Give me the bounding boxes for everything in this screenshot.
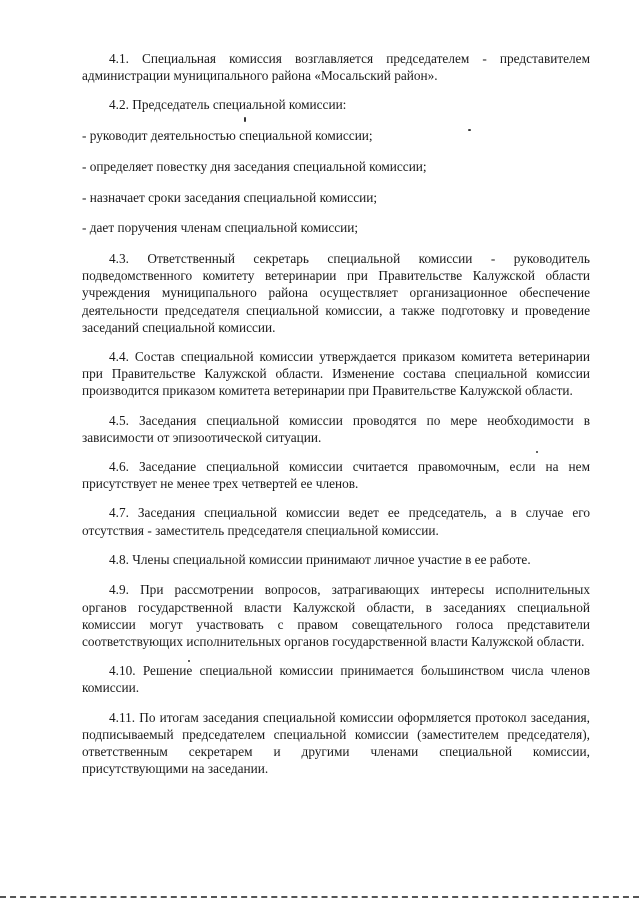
paragraph-4-5: 4.5. Заседания специальной комиссии проводятся по мере необходимости в зависимости от эпизоотической ситуации.	[82, 412, 590, 445]
document-page	[82, 50, 590, 790]
list-item: - руководит деятельностью специальной комиссии;	[82, 128, 373, 144]
scan-speck	[244, 117, 246, 122]
paragraph-4-11: 4.11. По итогам заседания специальной комиссии оформляется протокол заседания, подписываемый председателем специальной комиссии (заместителем председателя), ответственным секретарем и другими членами специальной комиссии, присутствующими на заседании.	[82, 709, 590, 777]
list-item: - дает поручения членам специальной комиссии;	[82, 220, 359, 236]
paragraph-4-2: 4.2. Председатель специальной комиссии:	[109, 97, 347, 113]
scan-speck	[468, 129, 471, 131]
bottom-scan-edge	[0, 896, 639, 898]
paragraph-4-9: 4.9. При рассмотрении вопросов, затрагивающих интересы исполнительных органов государственной власти Калужской области, в заседаниях специальной комиссии могут участвовать с правом совещательного голоса представители соответствующих исполнительных органов государственной власти Калужской области.	[82, 582, 590, 650]
list-item: - определяет повестку дня заседания специальной комиссии;	[82, 158, 427, 174]
paragraph-4-6: 4.6. Заседание специальной комиссии считается правомочным, если на нем присутствует не менее трех четвертей ее членов.	[82, 458, 590, 492]
paragraph-4-8: 4.8. Члены специальной комиссии принимают личное участие в ее работе.	[109, 551, 531, 567]
paragraph-4-4: 4.4. Состав специальной комиссии утверждается приказом комитета ветеринарии при Правительстве Калужской области. Изменение состава специальной комиссии производится приказом комитета ветеринарии при Правительстве Калужской области.	[82, 348, 590, 399]
paragraph-4-7: 4.7. Заседания специальной комиссии ведет ее председатель, а в случае его отсутствия - заместитель председателя специальной комиссии.	[82, 505, 590, 538]
paragraph-4-1: 4.1. Специальная комиссия возглавляется председателем - представителем администрации муниципального района «Мосальский район».	[82, 51, 590, 84]
scan-speck	[188, 660, 190, 662]
scan-speck	[536, 451, 538, 453]
list-item: - назначает сроки заседания специальной комиссии;	[82, 189, 378, 205]
paragraph-4-10: 4.10. Решение специальной комиссии принимается большинством числа членов комиссии.	[82, 663, 590, 696]
paragraph-4-3: 4.3. Ответственный секретарь специальной комиссии - руководитель подведомственного комитету ветеринарии при Правительстве Калужской области учреждения муниципального района осуществляет организационное обеспечение деятельности председателя специальной комиссии, а также подготовку и проведение заседаний специальной комиссии.	[82, 250, 590, 335]
